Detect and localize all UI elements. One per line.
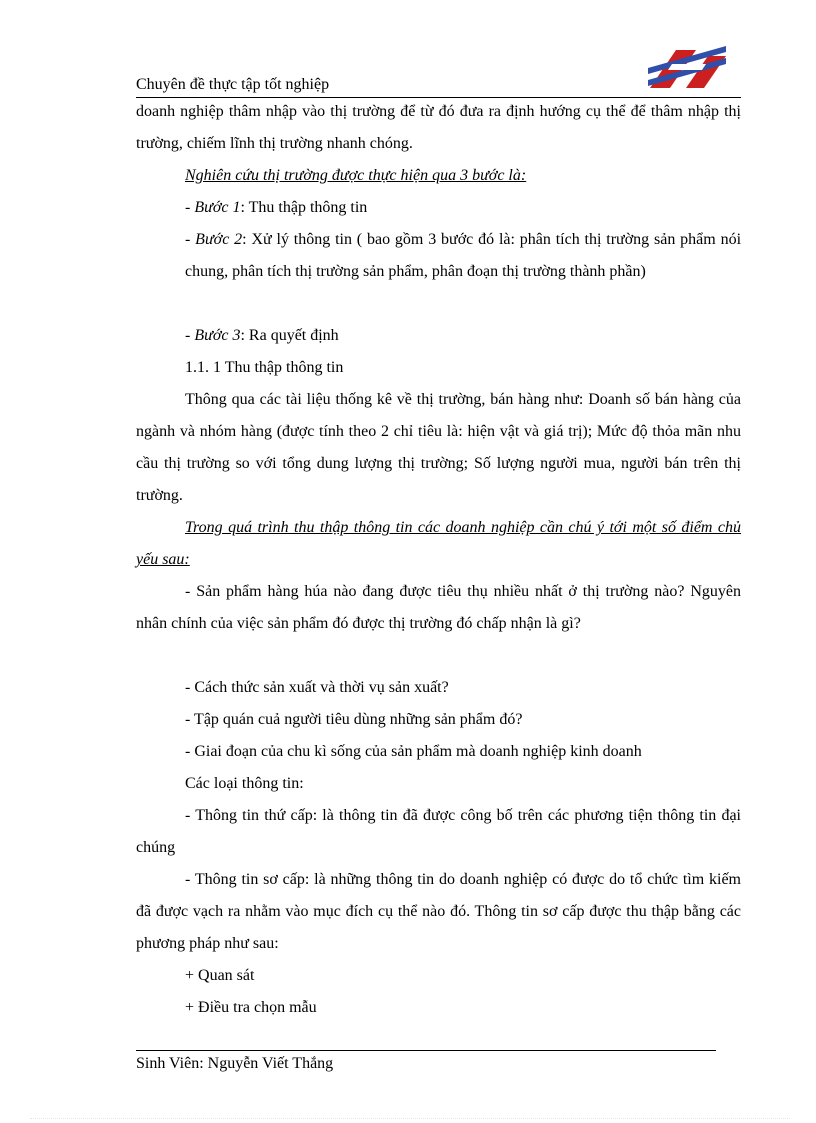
- steps-heading: Nghiên cứu thị trường được thực hiện qua 3 bước là:: [185, 167, 527, 184]
- method-sampling: + Điều tra chọn mẫu: [185, 999, 317, 1016]
- step-1: - Bước 1: Thu thập thông tin: [185, 199, 368, 216]
- step-3-text: : Ra quyết định: [240, 327, 339, 344]
- point-2: - Cách thức sản xuất và thời vụ sản xuất?: [185, 679, 449, 696]
- key-points-heading: Trong quá trình thu thập thông tin các doanh nghiệp cần chú ý tới một số điểm chủ yếu sau:: [136, 519, 741, 568]
- section-heading: 1.1. 1 Thu thập thông tin: [185, 359, 344, 376]
- step-2: - Bước 2: Xử lý thông tin ( bao gồm 3 bước đó là: phân tích thị trường sản phẩm nói chung, phân tích thị trường sản phẩm, phân đoạn thị trường thành phần): [185, 231, 742, 280]
- step-2-label: Bước 2: [195, 231, 243, 248]
- paragraph-statistics: Thông qua các tài liệu thống kê về thị trường, bán hàng như: Doanh số bán hàng của ngành và nhóm hàng (được tính theo 2 chỉ tiêu là: hiện vật và giá trị); Mức độ thỏa mãn nhu cầu thị trường so với tổng dung lượng thị trường; Số lượng người mua, người bán trên thị trường.: [136, 391, 741, 504]
- secondary-info: - Thông tin thứ cấp: là thông tin đã được công bố trên các phương tiện thông tin đại chúng: [136, 807, 741, 856]
- step-1-label: Bước 1: [194, 199, 241, 216]
- page-bottom-border: [30, 1118, 790, 1119]
- step-3: - Bước 3: Ra quyết định: [185, 327, 339, 344]
- info-types-heading: Các loại thông tin:: [185, 775, 304, 792]
- step-2-text: : Xử lý thông tin ( bao gồm 3 bước đó là: phân tích thị trường sản phẩm nói chung, phân tích thị trường sản phẩm, phân đoạn thị trường thành phần): [185, 231, 742, 280]
- footer-rule: [136, 1050, 716, 1051]
- footer-author: Sinh Viên: Nguyễn Viết Thắng: [136, 1055, 334, 1072]
- primary-info: - Thông tin sơ cấp: là những thông tin do doanh nghiệp có được do tổ chức tìm kiếm đã được vạch ra nhằm vào mục đích cụ thể nào đó. Thông tin sơ cấp được thu thập bằng các phương pháp như sau:: [136, 871, 741, 952]
- method-observation: + Quan sát: [185, 967, 255, 984]
- point-1: - Sản phẩm hàng húa nào đang được tiêu thụ nhiều nhất ở thị trường nào? Nguyên nhân chính của việc sản phẩm đó được thị trường đó chấp nhận là gì?: [136, 583, 741, 632]
- university-logo-icon: [646, 44, 728, 92]
- paragraph-intro: doanh nghiệp thâm nhập vào thị trường để từ đó đưa ra định hướng cụ thể để thâm nhập thị trường, chiếm lĩnh thị trường nhanh chóng.: [136, 103, 741, 152]
- step-3-label: Bước 3: [194, 327, 241, 344]
- point-4: - Giai đoạn của chu kì sống của sản phẩm mà doanh nghiệp kinh doanh: [185, 743, 642, 760]
- header-title: Chuyên đề thực tập tốt nghiệp: [136, 76, 330, 93]
- point-3: - Tập quán cuả người tiêu dùng những sản phẩm đó?: [185, 711, 523, 728]
- step-1-text: : Thu thập thông tin: [240, 199, 368, 216]
